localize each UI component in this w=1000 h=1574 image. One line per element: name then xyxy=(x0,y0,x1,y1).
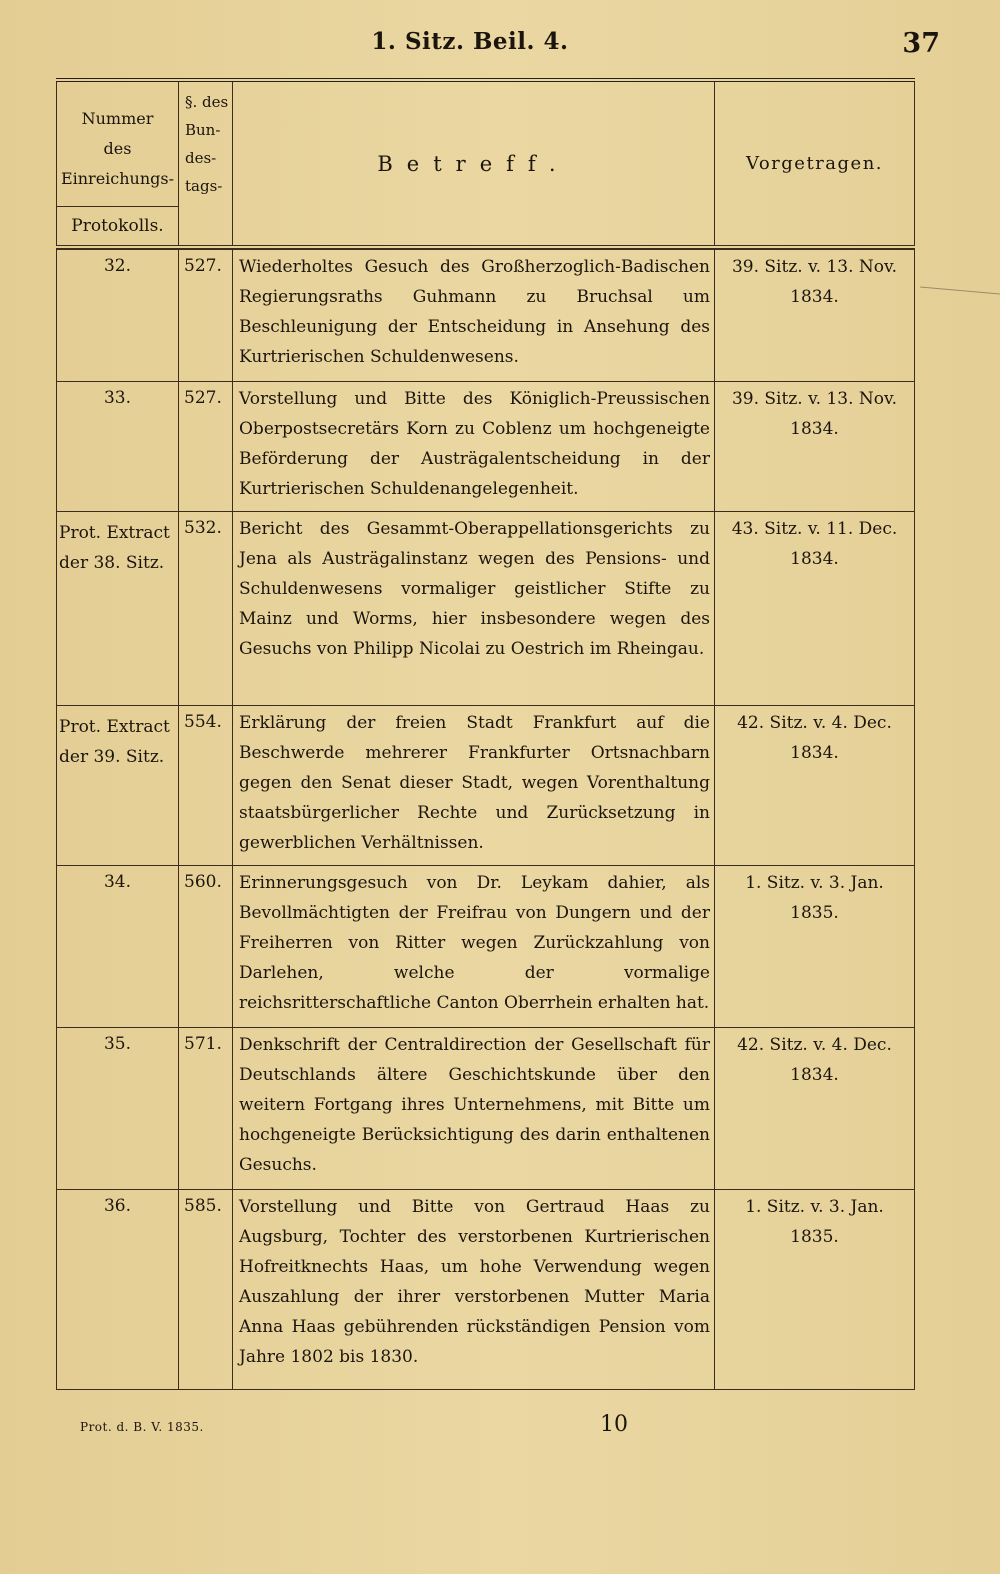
row-paragraph: 527. xyxy=(179,382,233,512)
table-row xyxy=(57,512,915,706)
header-number-line: des xyxy=(103,139,132,158)
row-number: Prot. Extract der 38. Sitz. xyxy=(57,512,179,706)
row-number: 34. xyxy=(57,866,179,1028)
footer-imprint: Prot. d. B. V. 1835. xyxy=(80,1420,204,1434)
row-presented-date: 1. Sitz. v. 3. Jan. xyxy=(745,873,884,893)
header-protokolls: Protokolls. xyxy=(57,207,179,248)
row-presented xyxy=(715,1190,915,1390)
header-bund-line: Bun- xyxy=(185,121,221,139)
row-subject: Denkschrift der Centraldirection der Gesellschaft für Deutschlands ältere Geschichtskunde über den weitern Fortgang ihres Unternehmens, mit Bitte um hochgeneigte Berücksichtigung des darin enthaltenen Gesuchs. xyxy=(233,1028,715,1190)
table-row xyxy=(57,382,915,512)
table-row xyxy=(57,706,915,866)
row-subject: Bericht des Gesammt-Oberappellationsgerichts zu Jena als Austrägalinstanz wegen des Pensions- und Schuldenwesens vormaliger geistlicher Stifte zu Mainz und Worms, hier insbesondere wegen des Gesuchs von Philipp Nicolai zu Oestrich im Rheingau. xyxy=(233,512,715,706)
row-number: 33. xyxy=(57,382,179,512)
table-row xyxy=(57,1028,915,1190)
row-presented-year: 1835. xyxy=(790,903,839,923)
margin-pencil-mark xyxy=(920,287,1000,295)
row-subject: Wiederholtes Gesuch des Großherzoglich-Badischen Regierungsraths Guhmann zu Bruchsal um Beschleunigung der Entscheidung in Ansehung des Kurtrierischen Schuldenwesens. xyxy=(233,250,715,382)
row-presented xyxy=(715,1028,915,1190)
row-number: 32. xyxy=(57,250,179,382)
table-row xyxy=(57,250,915,382)
row-presented-year: 1835. xyxy=(790,1227,839,1247)
row-paragraph: 554. xyxy=(179,706,233,866)
header-number-column xyxy=(57,80,179,207)
row-subject: Vorstellung und Bitte von Gertraud Haas zu Augsburg, Tochter des verstorbenen Kurtrierischen Hofreitknechts Haas, um hohe Verwendung wegen Auszahlung der ihrer verstorbenen Mutter Maria Anna Haas gebührenden rückständigen Pension vom Jahre 1802 bis 1830. xyxy=(233,1190,715,1390)
row-paragraph: 560. xyxy=(179,866,233,1028)
row-presented-date: 39. Sitz. v. 13. Nov. xyxy=(731,389,898,409)
row-number: 35. xyxy=(57,1028,179,1190)
row-presented-date: 43. Sitz. v. 11. Dec. xyxy=(731,519,898,539)
row-presented xyxy=(715,512,915,706)
row-subject: Vorstellung und Bitte des Königlich-Preussischen Oberpostsecretärs Korn zu Coblenz um hochgeneigte Beförderung der Austrägalentscheidung in der Kurtrierischen Schuldenangelegenheit. xyxy=(233,382,715,512)
header-number-line: Nummer xyxy=(81,109,154,128)
table-row xyxy=(57,1190,915,1390)
footer-signature: 10 xyxy=(600,1412,628,1437)
row-presented-year: 1834. xyxy=(790,287,839,307)
row-paragraph: 571. xyxy=(179,1028,233,1190)
header-bund-line: §. des xyxy=(185,93,229,111)
row-presented xyxy=(715,250,915,382)
row-number: 36. xyxy=(57,1190,179,1390)
row-paragraph: 532. xyxy=(179,512,233,706)
row-presented-year: 1834. xyxy=(790,549,839,569)
row-presented-year: 1834. xyxy=(790,743,839,763)
row-presented-date: 42. Sitz. v. 4. Dec. xyxy=(737,1035,892,1055)
row-paragraph: 527. xyxy=(179,250,233,382)
row-presented xyxy=(715,866,915,1028)
row-presented xyxy=(715,382,915,512)
row-presented-year: 1834. xyxy=(790,419,839,439)
row-presented-year: 1834. xyxy=(790,1065,839,1085)
header-bund-line: des- xyxy=(185,149,217,167)
row-presented-date: 42. Sitz. v. 4. Dec. xyxy=(737,713,892,733)
header-number-line: Einreichungs- xyxy=(60,169,175,188)
row-presented xyxy=(715,706,915,866)
header-bund-line: tags- xyxy=(185,177,223,195)
header-vorgetragen: Vorgetragen. xyxy=(715,80,915,247)
register-table xyxy=(56,78,915,1390)
page-header-title: 1. Sitz. Beil. 4. xyxy=(371,28,569,55)
row-presented-date: 39. Sitz. v. 13. Nov. xyxy=(731,257,898,277)
table-header-row xyxy=(57,80,915,207)
table-row xyxy=(57,866,915,1028)
header-bund-column xyxy=(179,80,233,247)
row-subject: Erinnerungsgesuch von Dr. Leykam dahier, als Bevollmächtigten der Freifrau von Dungern und der Freiherren von Ritter wegen Zurückzahlung von Darlehen, welche der vormalige reichsritterschaftliche Canton Oberrhein erhalten hat. xyxy=(233,866,715,1028)
row-subject: Erklärung der freien Stadt Frankfurt auf die Beschwerde mehrerer Frankfurter Ortsnachbarn gegen den Senat dieser Stadt, wegen Vorenthaltung staatsbürgerlicher Rechte und Zurücksetzung in gewerblichen Verhältnissen. xyxy=(233,706,715,866)
row-presented-date: 1. Sitz. v. 3. Jan. xyxy=(745,1197,884,1217)
row-paragraph: 585. xyxy=(179,1190,233,1390)
header-betreff: Betreff. xyxy=(233,80,715,247)
page-number: 37 xyxy=(902,28,940,59)
row-number: Prot. Extract der 39. Sitz. xyxy=(57,706,179,866)
